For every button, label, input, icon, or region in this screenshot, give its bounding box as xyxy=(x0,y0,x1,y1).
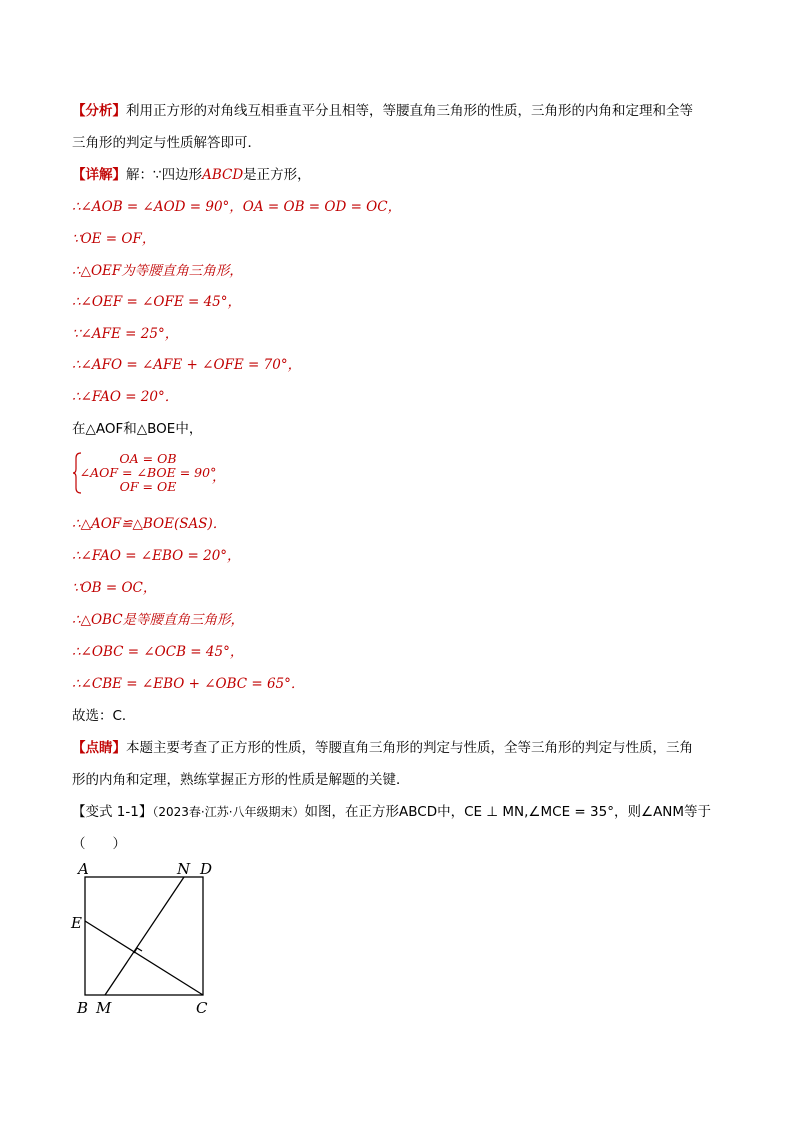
analysis-line-1 xyxy=(72,102,693,120)
step2-1: ∴△AOF≌△BOE(SAS)． xyxy=(72,516,227,532)
label-n: N xyxy=(177,860,191,878)
choice-line: 故选：C． xyxy=(72,708,136,724)
step2-6: ∴∠CBE = ∠EBO + ∠OBC = 65°． xyxy=(72,676,305,692)
detail-intro-text: 解：∵四边形 xyxy=(126,167,203,183)
comment-line-1 xyxy=(72,739,693,757)
step2-3: ∵OB = OC， xyxy=(72,580,157,596)
step2-2: ∴∠FAO = ∠EBO = 20°， xyxy=(72,548,241,564)
step-6: ∴∠AFO = ∠AFE + ∠OFE = 70°， xyxy=(72,357,302,373)
step2-5: ∴∠OBC = ∠OCB = 45°， xyxy=(72,644,244,660)
label-a: A xyxy=(78,860,89,878)
label-c: C xyxy=(196,999,208,1017)
variant-text: 如图，在正方形ABCD中，CE ⊥ MN,∠MCE = 35°，则∠ANM等于 xyxy=(304,804,712,820)
analysis-text-2: 三角形的判定与性质解答即可． xyxy=(72,135,261,151)
detail-tag: 【详解】 xyxy=(72,167,126,183)
label-b: B xyxy=(77,999,89,1017)
system-tail: ， xyxy=(212,469,226,485)
system-row-3: OF = OE xyxy=(119,479,177,494)
comment-tag: 【点睛】 xyxy=(72,740,126,756)
segment-ce xyxy=(85,921,203,995)
step-5: ∵∠AFE = 25°， xyxy=(72,326,179,342)
system-row-2: ∠AOF = ∠BOE = 90° xyxy=(79,465,217,480)
detail-intro xyxy=(72,166,311,184)
system-row-1: OA = OB xyxy=(119,451,177,466)
variant-tag: 【变式 1-1】 xyxy=(72,804,153,820)
step-2: ∵OE = OF， xyxy=(72,231,156,247)
step-3: ∴△OEF为等腰直角三角形， xyxy=(72,263,243,279)
variant-line xyxy=(72,803,711,821)
comment-text-1: 本题主要考查了正方形的性质，等腰直角三角形的判定与性质，全等三角形的判定与性质，三角 xyxy=(126,740,693,756)
congruence-system xyxy=(72,452,232,494)
variant-blank: （ ） xyxy=(72,836,126,852)
label-m: M xyxy=(96,999,112,1017)
step-4: ∴∠OEF = ∠OFE = 45°， xyxy=(72,294,242,310)
square-figure xyxy=(68,858,228,1020)
label-e: E xyxy=(71,914,82,932)
comment-line-2: 形的内角和定理，熟练掌握正方形的性质是解题的关键． xyxy=(72,772,410,788)
step2-4: ∴△OBC是等腰直角三角形， xyxy=(72,612,245,628)
analysis-tag: 【分析】 xyxy=(72,103,126,119)
square-diagram xyxy=(68,858,228,1020)
label-d: D xyxy=(200,860,213,878)
step-7: ∴∠FAO = 20°． xyxy=(72,389,179,405)
segment-mn xyxy=(105,877,184,995)
in-triangles-line: 在△AOF和△BOE中， xyxy=(72,421,203,437)
variant-source: （2023春·江苏·八年级期末） xyxy=(152,805,305,819)
analysis-text-1: 利用正方形的对角线互相垂直平分且相等，等腰直角三角形的性质，三角形的内角和定理和全等 xyxy=(126,103,693,119)
detail-intro-math: ABCD xyxy=(202,167,244,183)
analysis-line-2 xyxy=(72,134,261,152)
detail-intro-end: 是正方形， xyxy=(243,167,311,183)
step-1: ∴∠AOB = ∠AOD = 90°，OA = OB = OD = OC， xyxy=(72,199,402,215)
